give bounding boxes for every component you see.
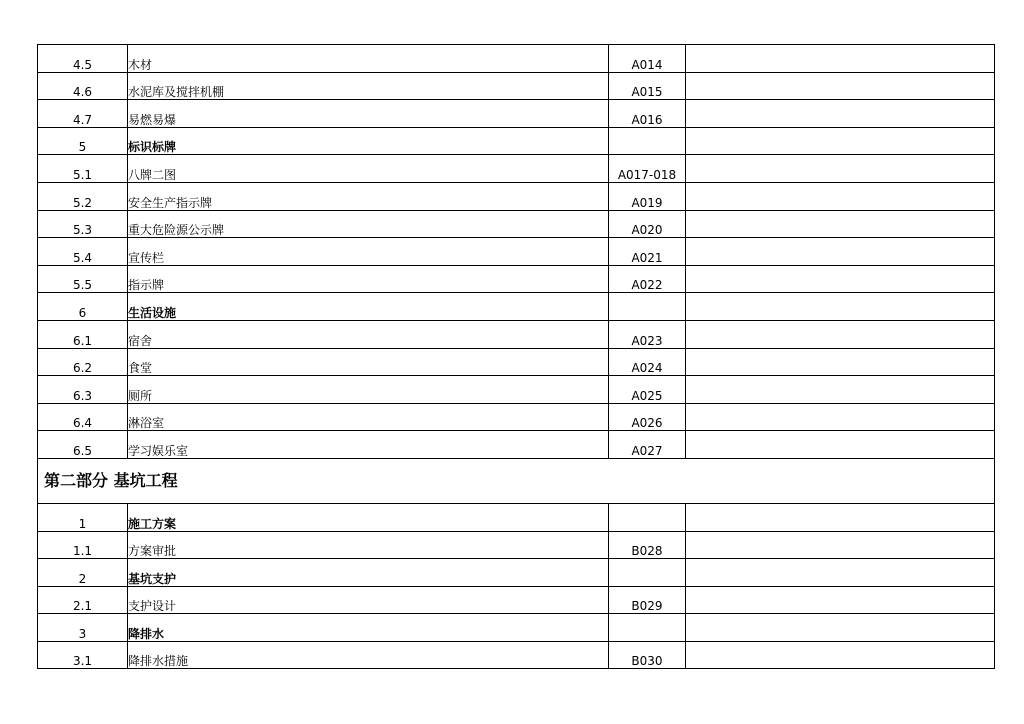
table-row: [38, 320, 995, 348]
table-row: [38, 182, 995, 210]
section-heading-row: [38, 127, 995, 155]
row-code: [609, 614, 686, 642]
row-number: 5.4: [38, 238, 128, 266]
row-code: B030: [609, 641, 686, 669]
row-name: 标识标牌: [128, 127, 609, 155]
row-number: 6.4: [38, 403, 128, 431]
row-name: 基坑支护: [128, 559, 609, 587]
row-code: A020: [609, 210, 686, 238]
row-name: 易燃易爆: [128, 100, 609, 128]
row-code: A014: [609, 45, 686, 73]
table-body: [38, 45, 995, 669]
part-title: 第二部分 基坑工程: [38, 458, 995, 503]
row-code: A027: [609, 431, 686, 459]
row-note: [686, 403, 995, 431]
row-name: 方案审批: [128, 531, 609, 559]
row-number: 3: [38, 614, 128, 642]
section-heading-row: [38, 559, 995, 587]
table-row: [38, 100, 995, 128]
row-name: 水泥库及搅拌机棚: [128, 72, 609, 100]
row-code: A022: [609, 265, 686, 293]
row-note: [686, 614, 995, 642]
row-code: B029: [609, 586, 686, 614]
row-note: [686, 348, 995, 376]
row-name: 八牌二图: [128, 155, 609, 183]
row-code: [609, 503, 686, 531]
row-number: 6.3: [38, 376, 128, 404]
row-code: A021: [609, 238, 686, 266]
table-row: [38, 431, 995, 459]
row-note: [686, 641, 995, 669]
table-row: [38, 641, 995, 669]
row-number: 1: [38, 503, 128, 531]
row-number: 5.2: [38, 182, 128, 210]
row-number: 6.5: [38, 431, 128, 459]
table-row: [38, 348, 995, 376]
row-code: A017-018: [609, 155, 686, 183]
row-name: 重大危险源公示牌: [128, 210, 609, 238]
row-number: 3.1: [38, 641, 128, 669]
row-number: 1.1: [38, 531, 128, 559]
row-note: [686, 586, 995, 614]
row-note: [686, 238, 995, 266]
table-row: [38, 238, 995, 266]
row-note: [686, 45, 995, 73]
row-number: 4.7: [38, 100, 128, 128]
row-code: [609, 293, 686, 321]
row-code: A019: [609, 182, 686, 210]
row-name: 指示牌: [128, 265, 609, 293]
table-row: [38, 155, 995, 183]
table-row: [38, 586, 995, 614]
row-code: A016: [609, 100, 686, 128]
part-heading-row: [38, 458, 995, 503]
row-code: B028: [609, 531, 686, 559]
row-note: [686, 293, 995, 321]
row-name: 厕所: [128, 376, 609, 404]
row-note: [686, 431, 995, 459]
row-name: 安全生产指示牌: [128, 182, 609, 210]
row-number: 4.5: [38, 45, 128, 73]
row-note: [686, 265, 995, 293]
row-name: 学习娱乐室: [128, 431, 609, 459]
row-note: [686, 376, 995, 404]
row-note: [686, 531, 995, 559]
row-name: 宣传栏: [128, 238, 609, 266]
row-code: A023: [609, 320, 686, 348]
section-heading-row: [38, 503, 995, 531]
row-name: 支护设计: [128, 586, 609, 614]
row-number: 2.1: [38, 586, 128, 614]
section-heading-row: [38, 614, 995, 642]
table-row: [38, 376, 995, 404]
row-code: A015: [609, 72, 686, 100]
row-number: 6.1: [38, 320, 128, 348]
row-name: 降排水措施: [128, 641, 609, 669]
table-row: [38, 72, 995, 100]
table-row: [38, 210, 995, 238]
row-name: 木材: [128, 45, 609, 73]
row-number: 5: [38, 127, 128, 155]
row-note: [686, 127, 995, 155]
row-number: 4.6: [38, 72, 128, 100]
row-note: [686, 182, 995, 210]
row-name: 施工方案: [128, 503, 609, 531]
row-note: [686, 559, 995, 587]
row-code: [609, 559, 686, 587]
row-number: 5.3: [38, 210, 128, 238]
row-name: 宿舍: [128, 320, 609, 348]
row-code: [609, 127, 686, 155]
row-note: [686, 72, 995, 100]
row-number: 6: [38, 293, 128, 321]
row-number: 5.1: [38, 155, 128, 183]
row-code: A026: [609, 403, 686, 431]
row-code: A024: [609, 348, 686, 376]
row-number: 5.5: [38, 265, 128, 293]
row-note: [686, 155, 995, 183]
table-row: [38, 531, 995, 559]
row-code: A025: [609, 376, 686, 404]
row-number: 2: [38, 559, 128, 587]
row-note: [686, 100, 995, 128]
row-number: 6.2: [38, 348, 128, 376]
section-heading-row: [38, 293, 995, 321]
row-note: [686, 503, 995, 531]
row-note: [686, 320, 995, 348]
table-row: [38, 403, 995, 431]
row-name: 淋浴室: [128, 403, 609, 431]
index-table: [37, 44, 995, 669]
row-name: 降排水: [128, 614, 609, 642]
row-note: [686, 210, 995, 238]
row-name: 食堂: [128, 348, 609, 376]
table-row: [38, 265, 995, 293]
row-name: 生活设施: [128, 293, 609, 321]
table-row: [38, 45, 995, 73]
